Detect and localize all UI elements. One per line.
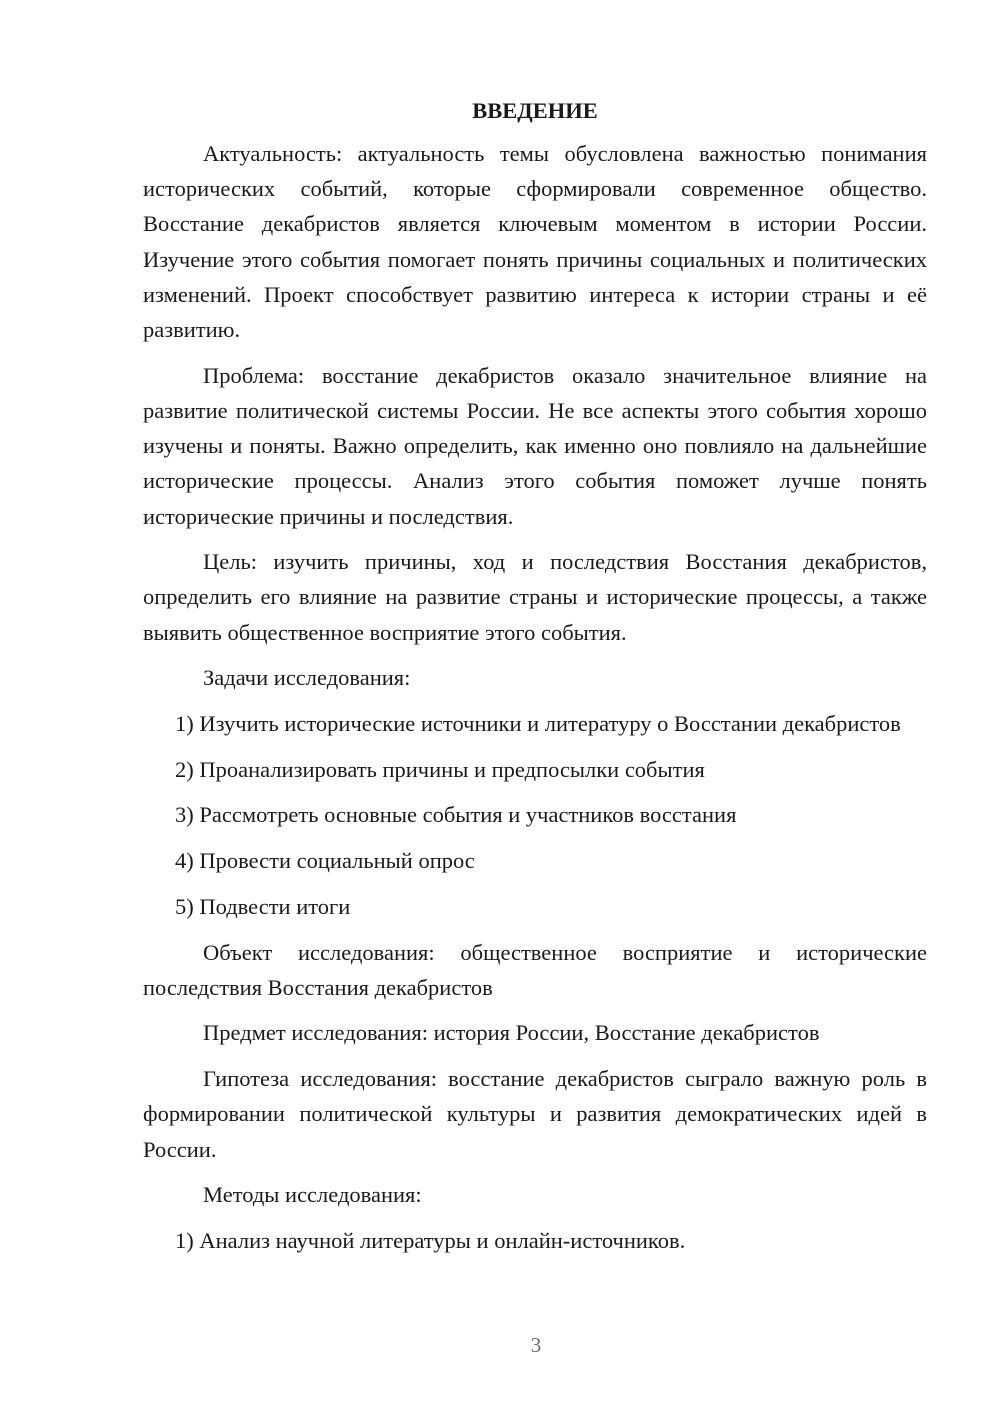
task-item-4: 4) Провести социальный опрос [175,848,475,874]
task-item-2: 2) Проанализировать причины и предпосылки события [175,756,705,782]
task-item-5: 5) Подвести итоги [175,893,351,919]
method-item-1: 1) Анализ научной литературы и онлайн-источников. [175,1227,686,1253]
subject-paragraph: Предмет исследования: история России, Восстание декабристов [203,1020,820,1046]
task-item-1: 1) Изучить исторические источники и литературу о Восстании декабристов [175,711,901,737]
page-content [143,95,927,1269]
goal-paragraph: Цель: изучить причины, ход и последствия Восстания декабристов, определить его влияние на развитие страны и исторические процессы, а также выявить общественное восприятие этого события. [143,549,927,645]
tasks-heading: Задачи исследования: [203,665,411,691]
methods-heading: Методы исследования: [203,1182,422,1208]
page-number: 3 [530,1333,542,1357]
object-paragraph: Объект исследования: общественное восприятие и исторические последствия Восстания декабристов [143,939,927,1000]
section-title: ВВЕДЕНИЕ [472,98,598,123]
task-item-3: 3) Рассмотреть основные события и участников восстания [175,802,737,828]
relevance-paragraph: Актуальность: актуальность темы обусловлена важностью понимания исторических событий, которые сформировали современное общество. Восстание декабристов является ключевым моментом в истории России. Изучение этого события помогает понять причины социальных и политических изменений. Проект способствует развитию интереса к истории страны и её развитию. [143,141,927,343]
hypothesis-paragraph: Гипотеза исследования: восстание декабристов сыграло важную роль в формировании политической культуры и развития демократических идей в России. [143,1066,927,1162]
problem-paragraph: Проблема: восстание декабристов оказало значительное влияние на развитие политической системы России. Не все аспекты этого события хорошо изучены и поняты. Важно определить, как именно оно повлияло на дальнейшие исторические процессы. Анализ этого события поможет лучше понять исторические причины и последствия. [143,362,927,529]
